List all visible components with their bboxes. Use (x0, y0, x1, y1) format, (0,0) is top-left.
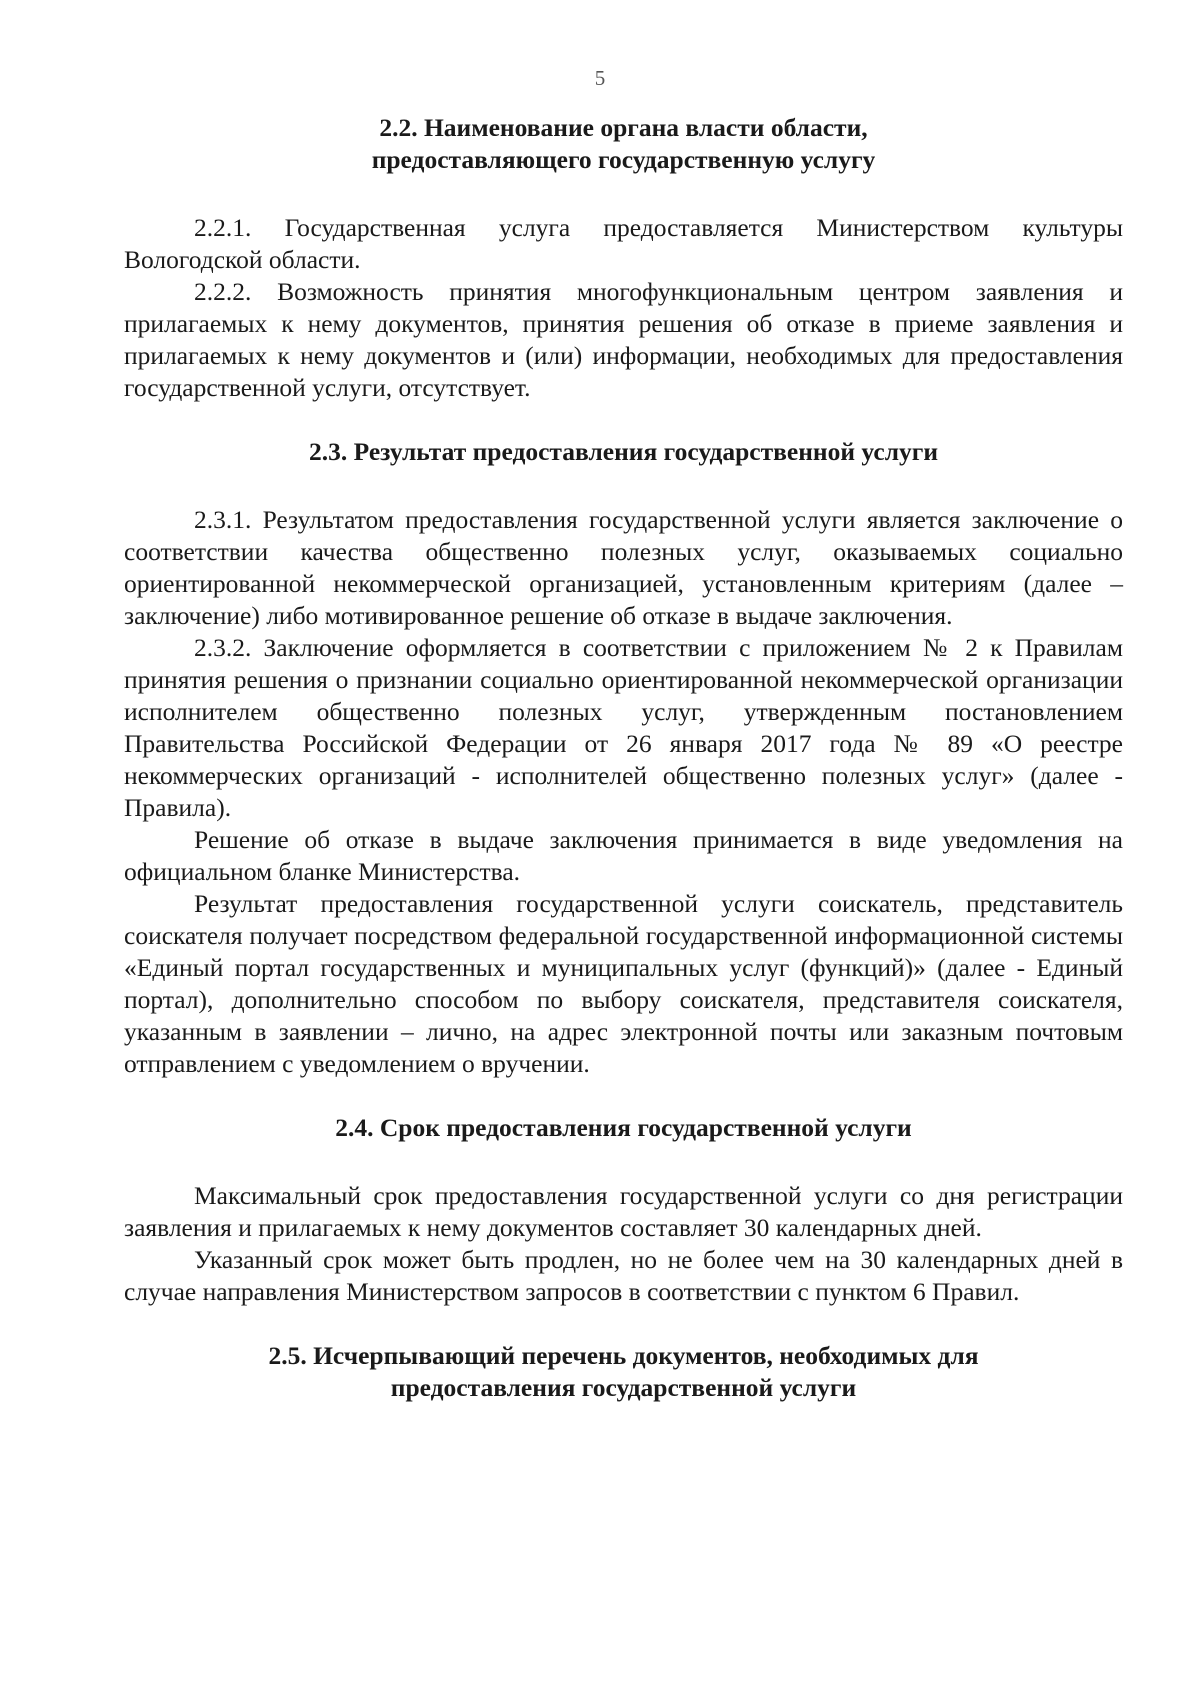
paragraph-2-2-2: 2.2.2. Возможность принятия многофункциональным центром заявления и прилагаемых к нему документов, принятия решения об отказе в приеме заявления и прилагаемых к нему документов и (или) информации, необходимых для предоставления государственной услуги, отсутствует. (124, 277, 1123, 402)
heading-line: 2.2. Наименование органа власти области, (379, 113, 868, 142)
section-heading-2-2 (124, 112, 1123, 176)
paragraph-2-2-1: 2.2.1. Государственная услуга предоставляется Министерством культуры Вологодской области. (124, 213, 1123, 274)
paragraph-2-3-1: 2.3.1. Результатом предоставления государственной услуги является заключение о соответствии качества общественно полезных услуг, оказываемых социально ориентированной некоммерческой организацией, установленным критериям (далее – заключение) либо мотивированное решение об отказе в выдаче заключения. (124, 505, 1123, 630)
paragraph-term-extension: Указанный срок может быть продлен, но не более чем на 30 календарных дней в случае направления Министерством запросов в соответствии с пунктом 6 Правил. (124, 1245, 1123, 1306)
paragraph-result-delivery: Результат предоставления государственной услуги соискатель, представитель соискателя получает посредством федеральной государственной информационной системы «Единый портал государственных и муниципальных услуг (функций)» (далее - Единый портал), дополнительно способом по выбору соискателя, представителя соискателя, указанным в заявлении – лично, на адрес электронной почты или заказным почтовым отправлением с уведомлением о вручении. (124, 889, 1123, 1078)
paragraph-max-term: Максимальный срок предоставления государственной услуги со дня регистрации заявления и прилагаемых к нему документов составляет 30 календарных дней. (124, 1181, 1123, 1242)
page-number: 5 (594, 66, 606, 90)
paragraph-refusal: Решение об отказе в выдаче заключения принимается в виде уведомления на официальном бланке Министерства. (124, 825, 1123, 886)
section-heading-2-4 (124, 1112, 1123, 1144)
heading-line: предоставляющего государственную услугу (371, 145, 876, 174)
paragraph-2-3-2: 2.3.2. Заключение оформляется в соответствии с приложением № 2 к Правилам принятия решения о признании социально ориентированной некоммерческой организации исполнителем общественно полезных услуг, утвержденным постановлением Правительства Российской Федерации от 26 января 2017 года № 89 «О реестре некоммерческих организаций - исполнителей общественно полезных услуг» (далее - Правила). (124, 633, 1123, 822)
document-body (124, 112, 1123, 1404)
section-heading-2-5 (124, 1340, 1123, 1404)
section-heading-2-3 (124, 436, 1123, 468)
heading-line: 2.4. Срок предоставления государственной услуги (335, 1113, 912, 1142)
heading-line: 2.3. Результат предоставления государственной услуги (308, 437, 939, 466)
heading-line: предоставления государственной услуги (390, 1373, 857, 1402)
heading-line: 2.5. Исчерпывающий перечень документов, необходимых для (268, 1341, 979, 1370)
